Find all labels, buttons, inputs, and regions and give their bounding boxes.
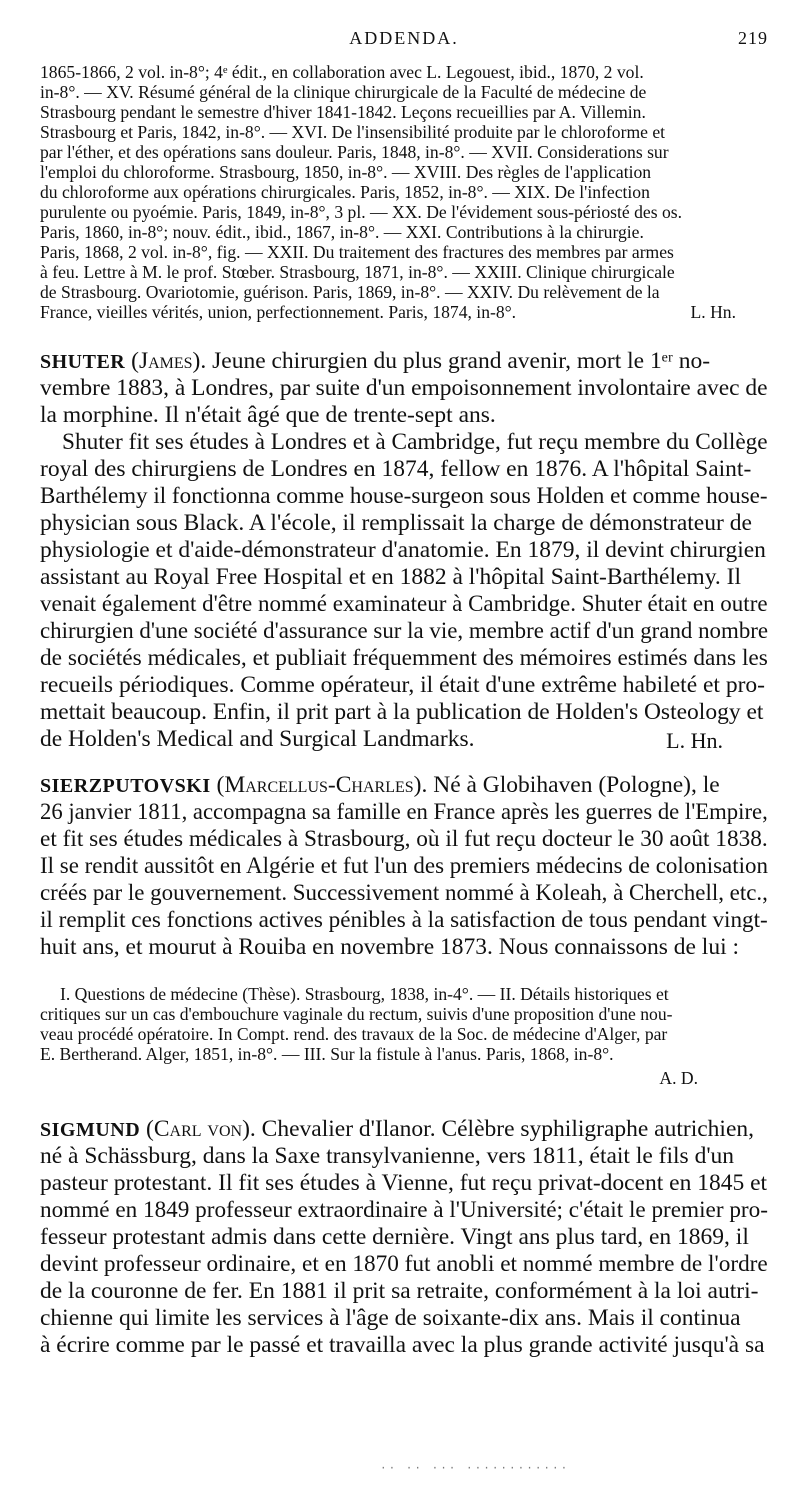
entry-text: Il se rendit aussitôt en Algérie et fut l'un des premiers médecins de colonisation	[40, 853, 768, 879]
entry-text: physiologie et d'aide-démonstrateur d'anatomie. En 1879, il devint chirurgien	[40, 537, 766, 563]
author-signature: L. Hn.	[666, 728, 723, 753]
entry-text: Shuter fit ses études à Londres et à Cambridge, fut reçu membre du Collège	[62, 429, 768, 455]
bib-line: in-8°. — XV. Résumé général de la clinique chirurgicale de la Faculté de médecine de	[40, 82, 647, 102]
entry-text: nommé en 1849 professeur extraordinaire à l'Université; c'était le premier pro-	[40, 1197, 768, 1223]
entry-text: pasteur protestant. Il fit ses études à Vienne, fut reçu privat-docent en 1845 et	[40, 1170, 768, 1196]
bib-line: l'emploi du chloroforme. Strasbourg, 1850, in-8°. — XVIII. Des règles de l'application	[40, 162, 652, 182]
entry-text: créés par le gouvernement. Successivement nommé à Koleah, à Cherchell, etc.,	[40, 880, 768, 906]
entry-headword: SIGMUND	[40, 1119, 141, 1141]
entry-text: royal des chirurgiens de Londres en 1874, fellow en 1876. A l'hôpital Saint-	[40, 456, 752, 482]
entry-text: Chevalier d'Ilanor. Célèbre syphiligraphe autrichien,	[261, 1116, 755, 1142]
bib-line: I. Questions de médecine (Thèse). Strasbourg, 1838, in-4°. — II. Détails historiques et	[60, 984, 669, 1004]
entry-text: physician sous Black. A l'école, il remplissait la charge de démonstrateur de	[40, 510, 752, 536]
entry-text: il remplit ces fonctions actives pénibles à la satisfaction de tous pendant vingt-	[40, 907, 768, 933]
page-footer-rule: ·· ·· ··· ············	[380, 1463, 570, 1475]
bib-line: Strasbourg pendant le semestre d'hiver 1841-1842. Leçons recueillies par A. Villemin.	[40, 102, 646, 122]
entry-text: chirurgien d'une société d'assurance sur la vie, membre actif d'un grand nombre	[40, 618, 769, 644]
bib-line: de Strasbourg. Ovariotomie, guérison. Paris, 1869, in-8°. — XXIV. Du relèvement de la	[40, 282, 660, 302]
entry-text: né à Schässburg, dans la Saxe transylvanienne, vers 1811, était le fils d'un	[40, 1143, 735, 1169]
entry-text: vembre 1883, à Londres, par suite d'un empoisonnement involontaire avec de	[40, 375, 768, 401]
entry-given-name: (Carl von).	[146, 1116, 256, 1142]
bib-line: à feu. Lettre à M. le prof. Stœber. Strasbourg, 1871, in-8°. — XXIII. Clinique chirurgicale	[40, 262, 675, 282]
bib-line: du chloroforme aux opérations chirurgicales. Paris, 1852, in-8°. — XIX. De l'infection	[40, 182, 650, 202]
bib-line: Strasbourg et Paris, 1842, in-8°. — XVI. De l'insensibilité produite par le chloroforme et	[40, 122, 666, 142]
sierzputovski-bibliography	[40, 984, 768, 1094]
bib-line: E. Bertherand. Alger, 1851, in-8°. — III. Sur la fistule à l'anus. Paris, 1868, in-8°.	[40, 1044, 614, 1064]
author-signature: L. Hn.	[690, 302, 736, 322]
entry-text: Barthélemy il fonctionna comme house-surgeon sous Holden et comme house-	[40, 483, 768, 509]
entry-text: Né à Globihaven (Pologne), le	[433, 772, 720, 798]
entry-given-name: (Marcellus-Charles).	[216, 772, 428, 798]
entry-text: de sociétés médicales, et publiait fréquemment des mémoires estimés dans les	[40, 645, 768, 671]
entry-text: de la couronne de fer. En 1881 il prit sa retraite, conformément à la loi autri-	[40, 1278, 759, 1304]
entry-text: de Holden's Medical and Surgical Landmarks.	[40, 726, 475, 752]
entry-text: à écrire comme par le passé et travailla avec la plus grande activité jusqu'à sa	[40, 1332, 765, 1358]
entry-text: chienne qui limite les services à l'âge de soixante-dix ans. Mais il continua	[40, 1305, 741, 1331]
page-number: 219	[738, 28, 768, 48]
entry-headword: SIERZPUTOVSKI	[40, 775, 211, 797]
entry-text: fesseur protestant admis dans cette dernière. Vingt ans plus tard, en 1869, il	[40, 1224, 749, 1250]
entry-text: et fit ses études médicales à Strasbourg, où il fut reçu docteur le 30 août 1838.	[40, 826, 768, 852]
running-title: ADDENDA.	[349, 28, 459, 48]
bib-line: Paris, 1860, in-8°; nouv. édit., ibid., 1867, in-8°. — XXI. Contributions à la chirurgie.	[40, 222, 644, 242]
entry-text: 26 janvier 1811, accompagna sa famille en France après les guerres de l'Empire,	[40, 799, 768, 825]
running-head	[40, 28, 768, 54]
entry-text: venait également d'être nommé examinateur à Cambridge. Shuter était en outre	[40, 591, 768, 617]
continuation-bibliography	[40, 62, 768, 342]
bib-line: veau procédé opératoire. In Compt. rend. des travaux de la Soc. de médecine d'Alger, par	[40, 1024, 668, 1044]
author-signature: A. D.	[659, 1068, 698, 1088]
entry-text: huit ans, et mourut à Rouiba en novembre 1873. Nous connaissons de lui :	[40, 934, 740, 960]
entry-shuter	[40, 348, 769, 753]
entry-headword: SHUTER	[40, 351, 126, 373]
entry-text: mettait beaucoup. Enfin, il prit part à la publication de Holden's Osteology et	[40, 699, 764, 725]
entry-given-name: (James).	[131, 348, 207, 374]
entry-sigmund	[40, 1116, 768, 1376]
bib-line: 1865-1866, 2 vol. in-8°; 4ᵉ édit., en collaboration avec L. Legouest, ibid., 1870, 2 vol.	[40, 62, 644, 82]
entry-text: recueils périodiques. Comme opérateur, il était d'une extrême habileté et pro-	[40, 672, 765, 698]
entry-text: devint professeur ordinaire, et en 1870 fut anobli et nommé membre de l'ordre	[40, 1251, 768, 1277]
entry-sierzputovski	[40, 772, 768, 972]
bib-line: France, vieilles vérités, union, perfectionnement. Paris, 1874, in-8°.	[40, 302, 517, 322]
bib-line: purulente ou pyoémie. Paris, 1849, in-8°, 3 pl. — XX. De l'évidement sous-périosté des os.	[40, 202, 683, 222]
bib-line: critiques sur un cas d'embouchure vaginale du rectum, suivis d'une proposition d'une nou-	[40, 1004, 673, 1024]
bib-line: Paris, 1868, 2 vol. in-8°, fig. — XXII. Du traitement des fractures des membres par armes	[40, 242, 674, 262]
bib-line: par l'éther, et des opérations sans douleur. Paris, 1848, in-8°. — XVII. Considerations sur	[40, 142, 669, 162]
entry-text: assistant au Royal Free Hospital et en 1882 à l'hôpital Saint-Barthélemy. Il	[40, 564, 742, 590]
entry-text: la morphine. Il n'était âgé que de trente-sept ans.	[40, 402, 496, 428]
entry-text: Jeune chirurgien du plus grand avenir, mort le 1ᵉʳ no-	[212, 348, 711, 374]
